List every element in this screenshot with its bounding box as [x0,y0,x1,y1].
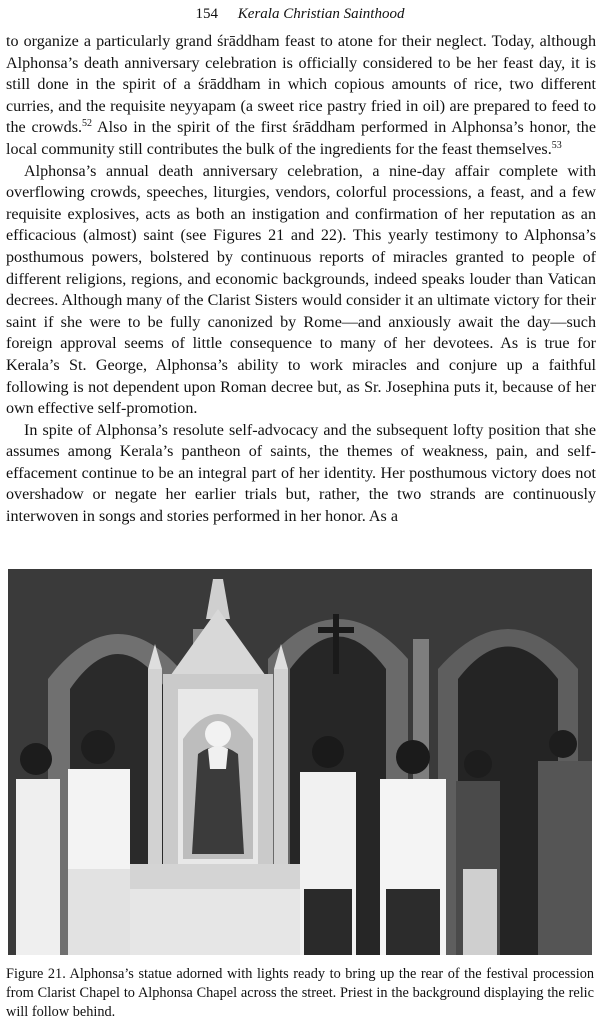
footnote-ref-52[interactable]: 52 [82,118,93,130]
procession-photo [8,569,592,955]
body-text [6,31,596,528]
footnote-ref-53[interactable]: 53 [551,139,562,151]
paragraph-1-text: to organize a particularly grand śrāddham feast to atone for their neglect. Today, although Alphonsa’s death anniversary celebration is officially considered to be her feast day, it is still done in the spirit of a śrāddham in which copious amounts of rice, two different curries, and the requisite neyyapam (a sweet rice pastry fried in oil) are prepared to feed to the crowds. [6,33,596,137]
paragraph-1-text-continued: Also in the spirit of the first śrāddham performed in Alphonsa’s honor, the local community still contributes the bulk of the ingredients for the feast themselves. [6,119,596,158]
page-number: 154 [195,6,219,22]
running-title: Kerala Christian Sainthood [237,6,405,22]
paragraph-2: Alphonsa’s annual death anniversary celebration, a nine-day affair complete with overflowing crowds, speeches, liturgies, vendors, colorful processions, a feast, and a few requisite explosives, acts as both an instigation and confirmation of her reputation as an efficacious (almost) saint (see Figures 21 and 22). This yearly testimony to Alphonsa’s posthumous powers, bolstered by continuous reports of miracles granted to people of different religions, regions, and economic backgrounds, indeed speaks louder than Vatican decrees. Although many of the Clarist Sisters would consider it an ultimate victory for their saint if she were to be fully canonized by Rome—and anxiously await the day—such foreign approval seems of little consequence to many of her devotees. As is true for Kerala’s St. George, Alphonsa’s ability to work miracles and conjure up a faithful following is not dependent upon Roman decree but, as Sr. Josephina puts it, because of her own effective self-promotion. [6,162,596,418]
paragraph-1 [6,31,596,161]
figure-caption: Figure 21. Alphonsa’s statue adorned with lights ready to bring up the rear of the festival procession from Clarist Chapel to Alphonsa Chapel across the street. Priest in the background displaying the relic will follow behind. [6,966,594,1020]
running-header [0,4,600,24]
paragraph-3: In spite of Alphonsa’s resolute self-advocacy and the subsequent lofty position that she assumes among Kerala’s pantheon of saints, the themes of weakness, pain, and self-effacement continue to be an integral part of her identity. Her posthumous victory does not overshadow or negate her earlier trials but, rather, the two strands are continuously interwoven in songs and stories performed in her honor. As a [6,421,596,526]
figure-photograph [8,569,592,955]
